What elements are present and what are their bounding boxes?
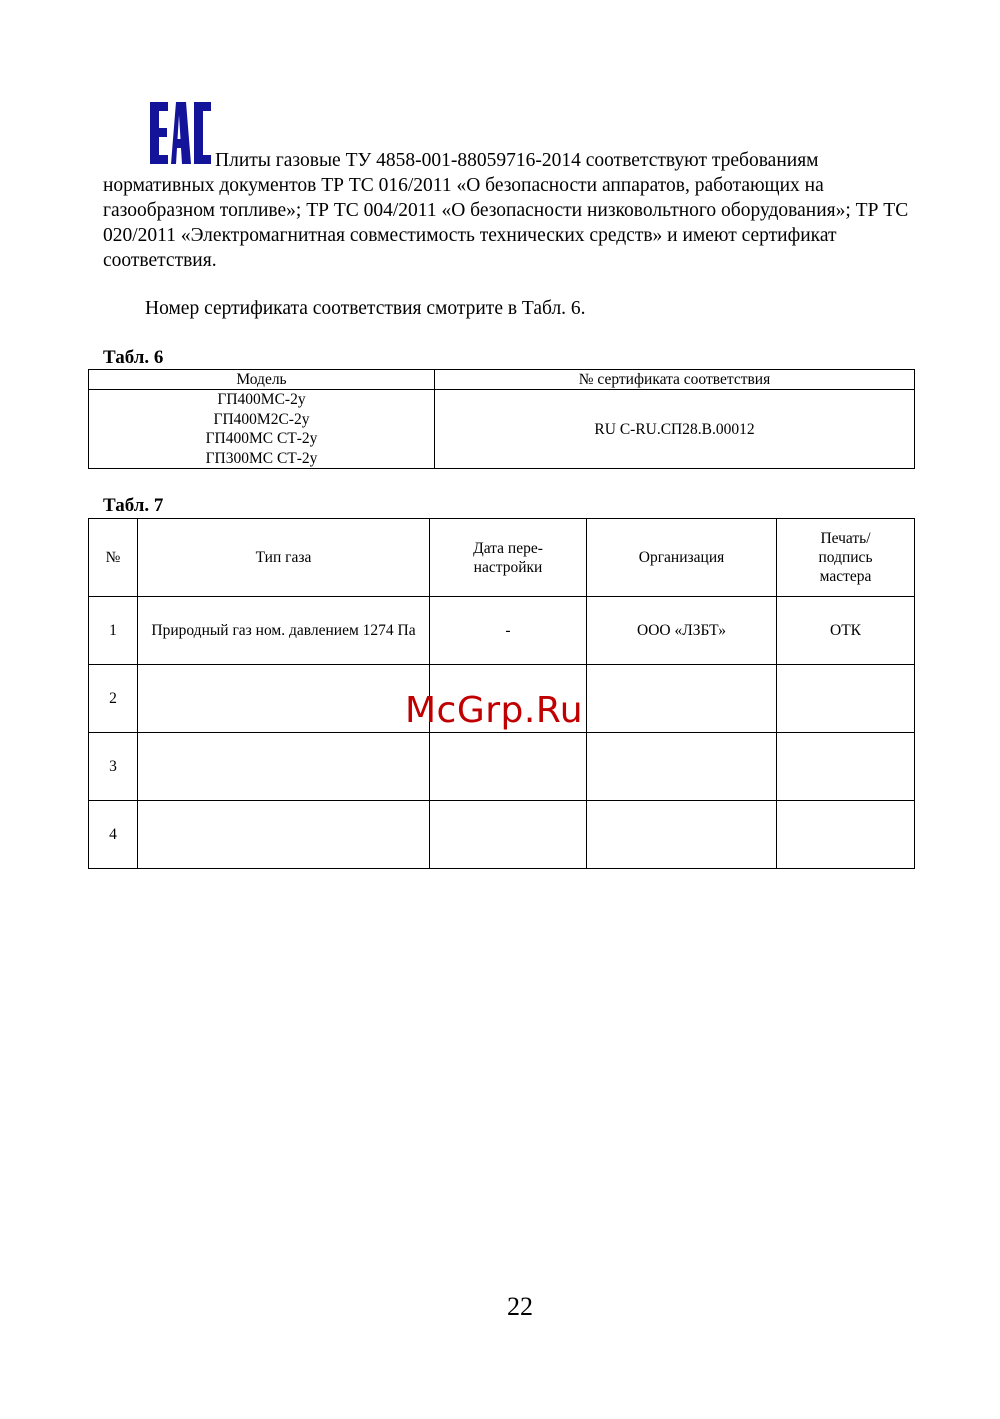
table7-header-organization: Организация [587,519,777,597]
table7-header-gas-type: Тип газа [138,519,430,597]
stamp-cell: ОТК [777,597,915,665]
row-number: 2 [89,665,138,733]
intro-paragraph [103,100,923,273]
intro-text: Плиты газовые ТУ 4858-001-88059716-2014 соответствуют требованиям нормативных документов ТР ТС 016/2011 «О безопасности аппаратов, работающих на газообразном топливе»; ТР ТС 004/2011 «О безопасности низковольтного оборудования»; ТР ТС 020/2011 «Электромагнитная совместимость технических средств» и имеют сертификат соответствия. [103,150,909,271]
certificate-reference-text: Номер сертификата соответствия смотрите в Табл. 6. [145,298,586,319]
table-row [89,597,915,665]
table6-certificate-number: RU C-RU.СП28.В.00012 [435,390,915,469]
table-row [89,390,915,469]
model-name: ГП400МС-2у [217,391,306,408]
model-name: ГП300МС СТ-2у [205,449,318,467]
date-cell [430,733,587,801]
gas-type-cell [138,733,430,801]
page-number: 22 [507,1292,533,1321]
table-row [89,801,915,869]
eac-logo [147,100,213,166]
table6-certificates [88,369,915,469]
table6-caption: Табл. 6 [103,347,164,368]
stamp-cell [777,801,915,869]
model-name: ГП400МС СТ-2у [205,430,318,447]
gas-type-cell [138,665,430,733]
organization-cell: ООО «ЛЗБТ» [587,597,777,665]
date-cell: - [430,597,587,665]
organization-cell [587,801,777,869]
table7-header-number: № [89,519,138,597]
table-row [89,733,915,801]
table6-header-certificate: № сертификата соответствия [435,370,915,390]
stamp-cell [777,665,915,733]
organization-cell [587,665,777,733]
watermark: McGrp.Ru [405,690,584,731]
row-number: 3 [89,733,138,801]
table7-caption: Табл. 7 [103,495,164,516]
gas-type-cell [138,801,430,869]
table6-models-cell [89,390,435,469]
organization-cell [587,733,777,801]
row-number: 4 [89,801,138,869]
table7-header-date: Дата пере- настройки [430,519,587,597]
row-number: 1 [89,597,138,665]
stamp-cell [777,733,915,801]
table7-header-stamp: Печать/ подпись мастера [777,519,915,597]
table6-header-model: Модель [89,370,435,390]
model-name: ГП400М2С-2у [213,410,310,428]
gas-type-cell: Природный газ ном. давлением 1274 Па [138,597,430,665]
date-cell [430,801,587,869]
